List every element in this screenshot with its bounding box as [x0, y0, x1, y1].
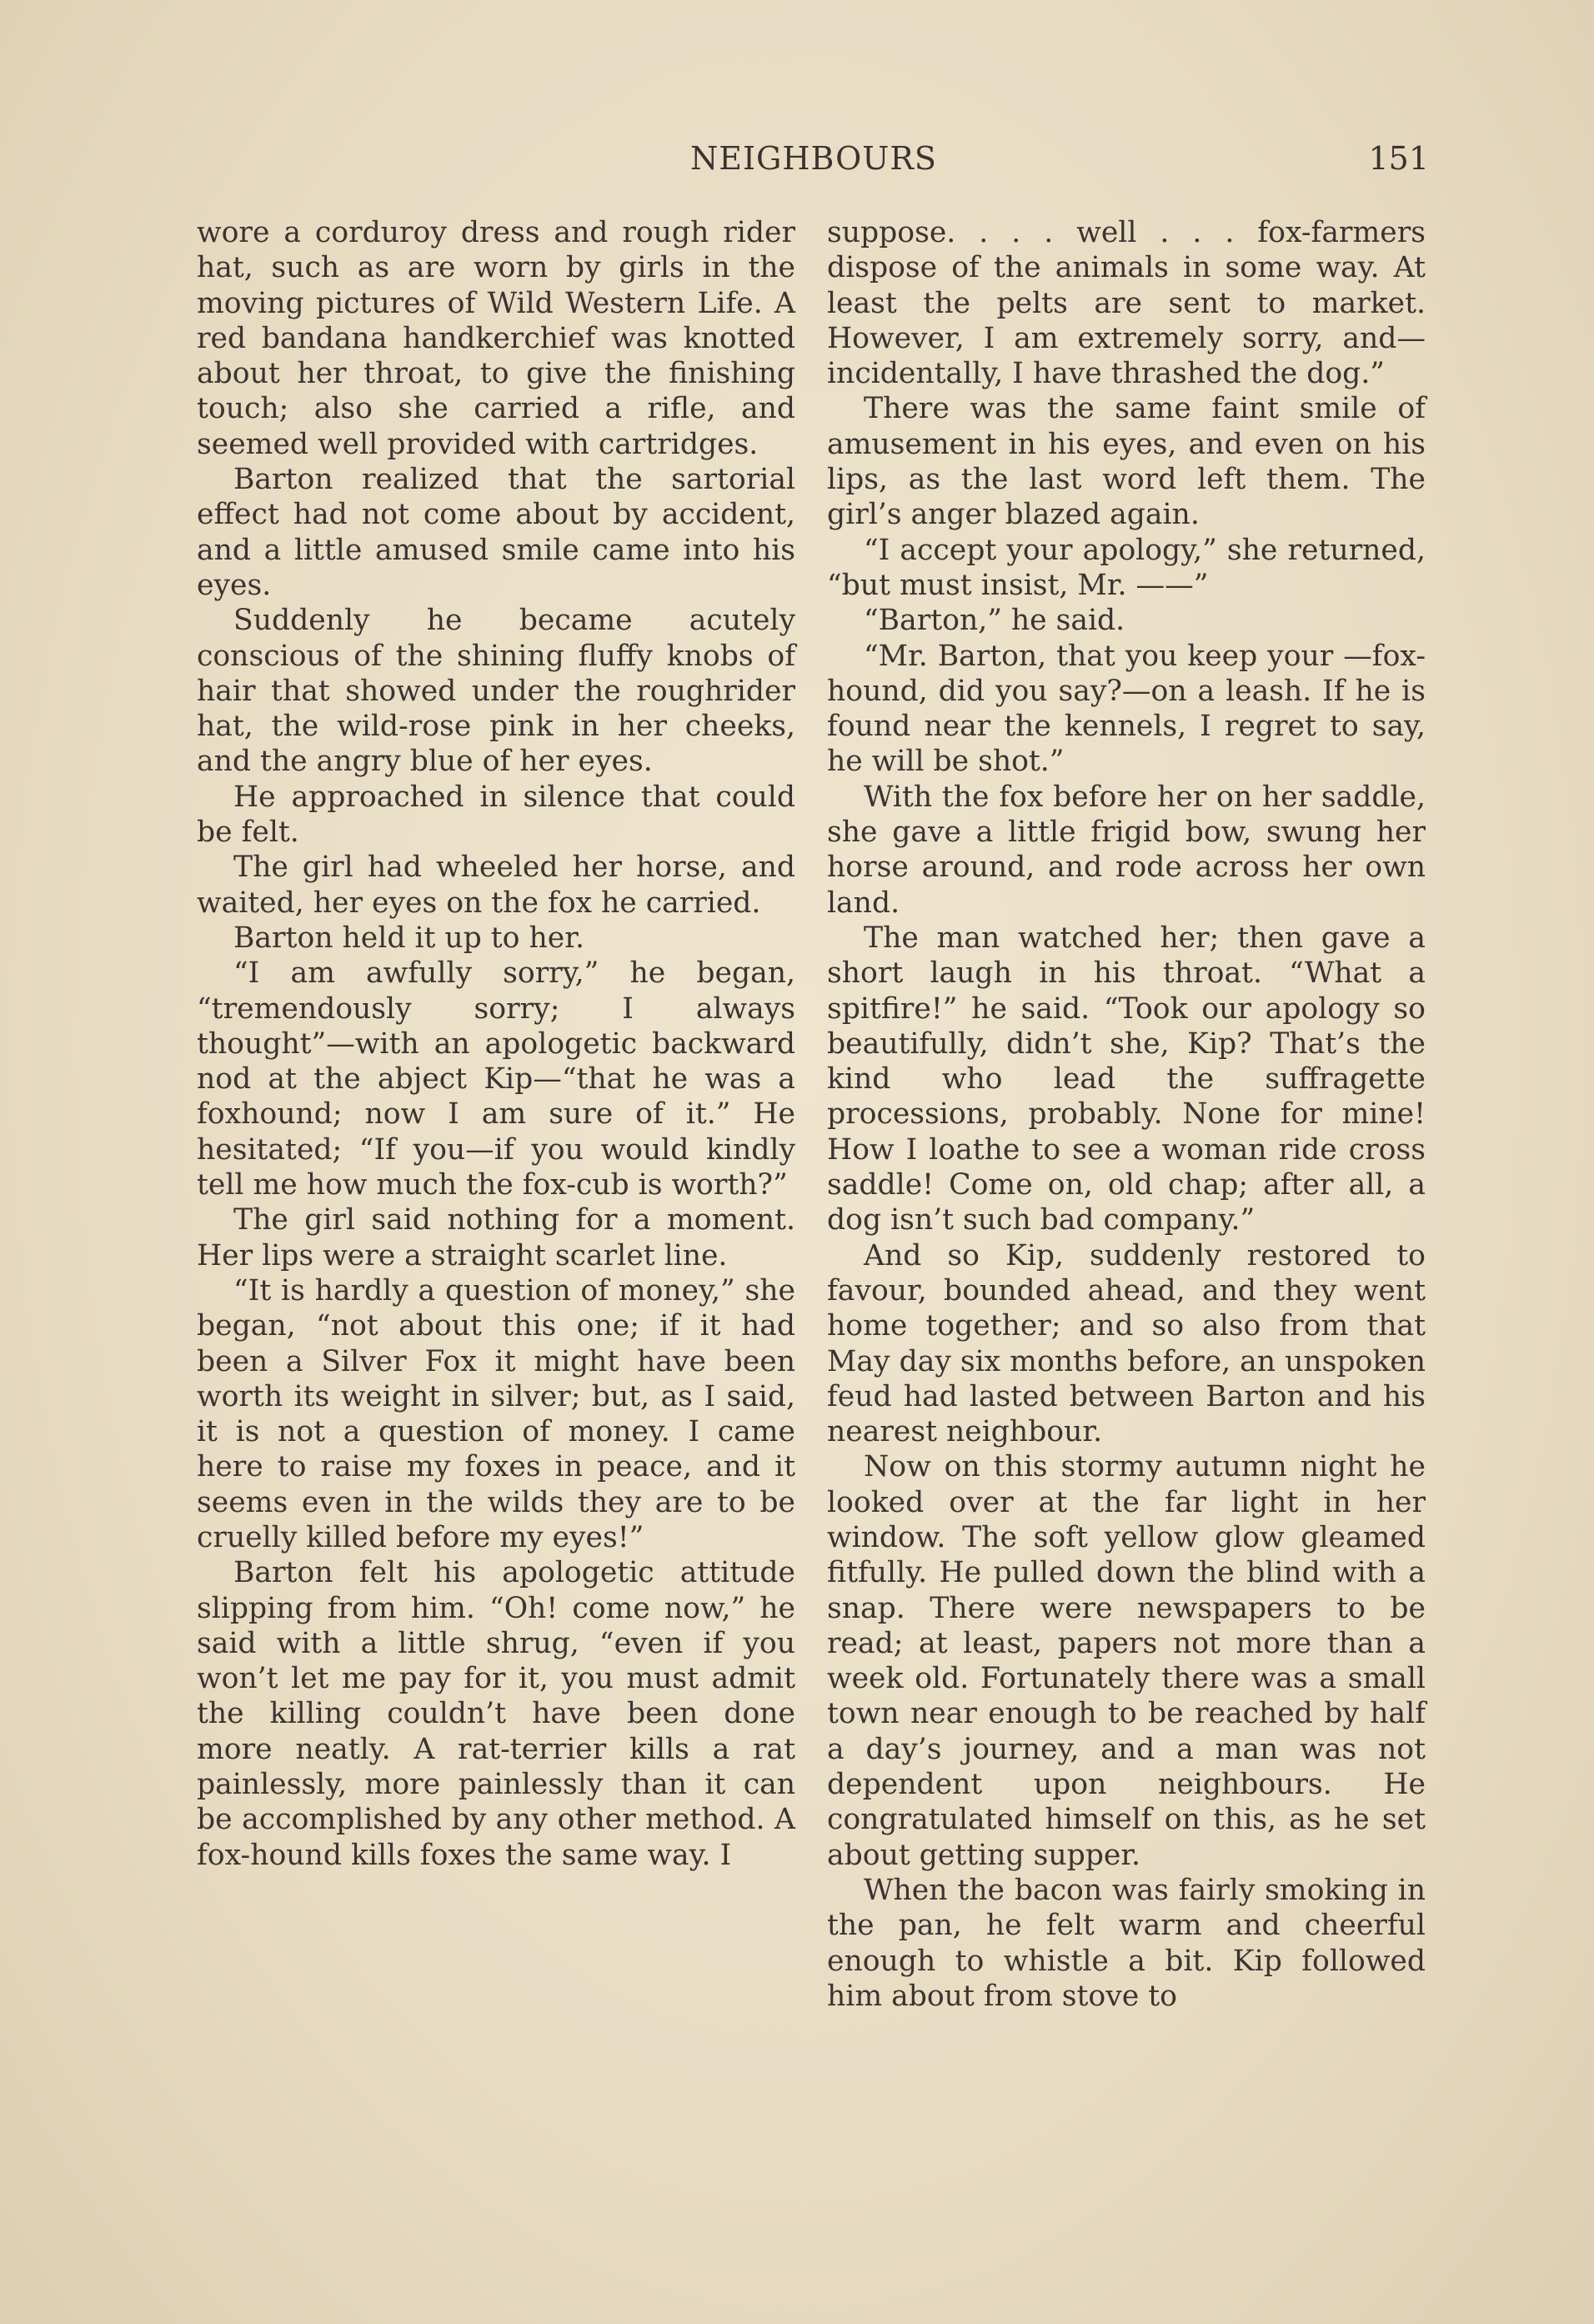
paragraph: The girl said nothing for a moment. Her lips were a straight scarlet line. — [197, 1203, 795, 1272]
paragraph: There was the same faint smile of amusement in his eyes, and even on his lips, as the last word left them. The girl’s anger blazed again. — [827, 392, 1426, 532]
paragraph: “I am awfully sorry,” he began, “tremendously sorry; I always thought”—with an apologetic backward nod at the abject Kip—“that he was a foxhound; now I am sure of it.” He hesitated; “If you—if you would kindly tell me how much the fox-cub is worth?” — [197, 956, 795, 1202]
page-number: 151 — [1368, 140, 1429, 177]
paragraph: With the fox before her on her saddle, she gave a little frigid bow, swung her horse around, and rode across her own land. — [827, 780, 1426, 920]
paragraph: “Mr. Barton, that you keep your —fox-hound, did you say?—on a leash. If he is found near the kennels, I regret to say, he will be shot.” — [827, 639, 1426, 779]
paragraph: Barton realized that the sartorial effect had not come about by accident, and a little amused smile came into his eyes. — [197, 463, 795, 602]
paragraph: The girl had wheeled her horse, and waited, her eyes on the fox he carried. — [197, 851, 795, 920]
paragraph: Barton felt his apologetic attitude slipping from him. “Oh! come now,” he said with a little shrug, “even if you won’t let me pay for it, you must admit the killing couldn’t have been done more neatly. A rat-terrier kills a rat painlessly, more painlessly than it can be accomplished by any other method. A fox-hound kills foxes the same way. I — [197, 1556, 795, 1872]
right-column — [827, 215, 1426, 2014]
paragraph: He approached in silence that could be felt. — [197, 780, 795, 850]
paragraph: “It is hardly a question of money,” she began, “not about this one; if it had been a Silver Fox it might have been worth its weight in silver; but, as I said, it is not a question of money. I came here to raise my foxes in peace, and it seems even in the wilds they are to be cruelly killed before my eyes!” — [197, 1273, 795, 1554]
paragraph: Barton held it up to her. — [233, 921, 584, 955]
paragraph: The man watched her; then gave a short laugh in his throat. “What a spitfire!” he said. “Took our apology so beautifully, didn’t she, Kip? That’s the kind who lead the suffragette processions, probably. None for mine! How I loathe to see a woman ride cross saddle! Come on, old chap; after all, a dog isn’t such bad company.” — [827, 921, 1426, 1237]
paragraph: And so Kip, suddenly restored to favour, bounded ahead, and they went home together; and so also from that May day six months before, an unspoken feud had lasted between Barton and his nearest neighbour. — [827, 1238, 1426, 1449]
running-title: NEIGHBOURS — [690, 140, 937, 177]
page-header — [197, 140, 1431, 190]
paragraph: When the bacon was fairly smoking in the pan, he felt warm and cheerful enough to whistle a bit. Kip followed him about from stove to — [827, 1873, 1426, 2013]
paragraph: “I accept your apology,” she returned, “but must insist, Mr. ——” — [827, 533, 1426, 602]
paragraph: “Barton,” he said. — [864, 604, 1125, 638]
paragraph: suppose. . . . well . . . fox-farmers dispose of the animals in some way. At least the pelts are sent to market. However, I am extremely sorry, and—incidentally, I have thrashed the dog.” — [827, 216, 1426, 391]
paragraph: wore a corduroy dress and rough rider hat, such as are worn by girls in the moving pictures of Wild Western Life. A red bandana handkerchief was knotted about her throat, to give the finishing touch; also she carried a rifle, and seemed well provided with cartridges. — [197, 216, 795, 461]
paragraph: Suddenly he became acutely conscious of the shining fluffy knobs of hair that showed under the roughrider hat, the wild-rose pink in her cheeks, and the angry blue of her eyes. — [197, 604, 795, 779]
left-column — [197, 215, 795, 1873]
paragraph: Now on this stormy autumn night he looked over at the far light in her window. The soft yellow glow gleamed fitfully. He pulled down the blind with a snap. There were newspapers to be read; at least, papers not more than a week old. Fortunately there was a small town near enough to be reached by half a day’s journey, and a man was not dependent upon neighbours. He congratulated himself on this, as he set about getting supper. — [827, 1450, 1426, 1872]
